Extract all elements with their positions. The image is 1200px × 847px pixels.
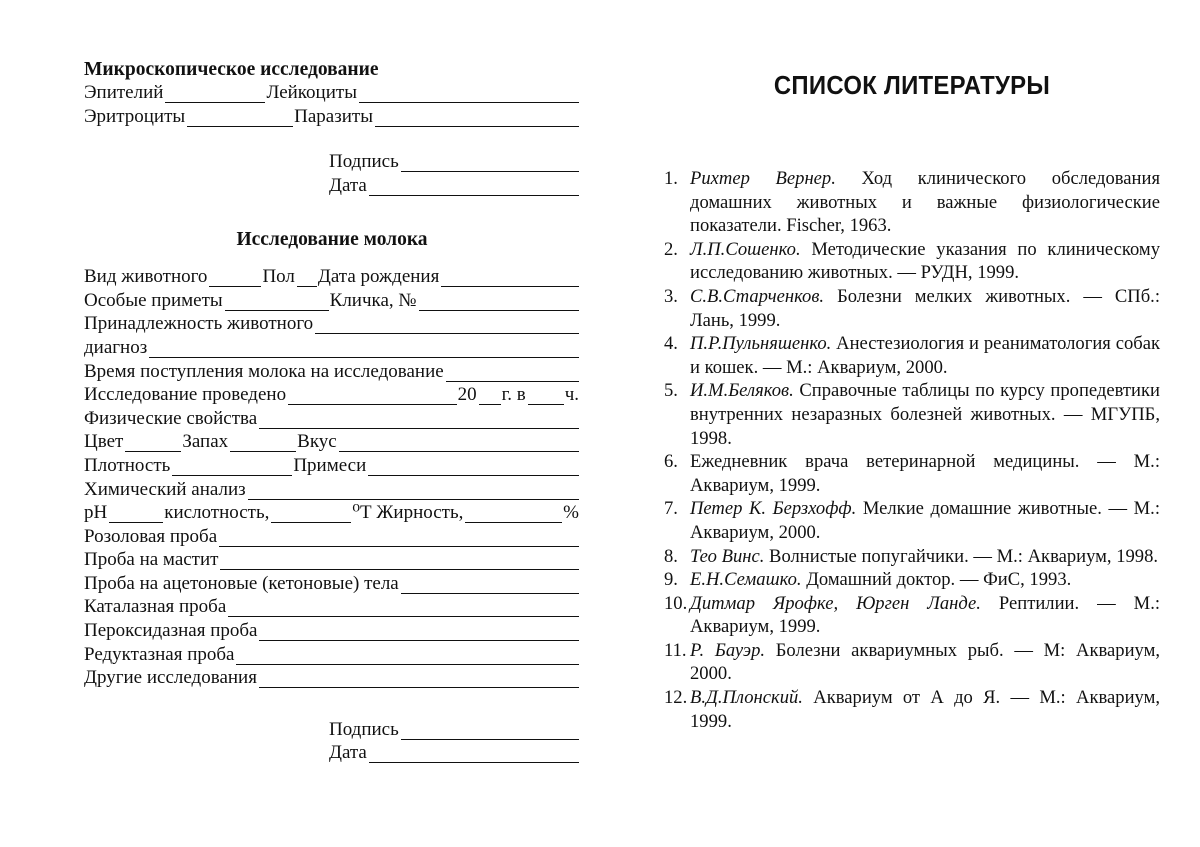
form-line: [84, 80, 580, 104]
field-label: Примеси: [293, 454, 367, 476]
spacer: [84, 127, 580, 149]
reference-text: Домашний доктор. — ФиС, 1993.: [801, 569, 1072, 591]
form-line: [84, 452, 580, 476]
reference-author: Р. Бауэр.: [690, 639, 766, 661]
signature-line: [84, 149, 580, 173]
signature-blank[interactable]: [401, 722, 579, 740]
field-label: Вкус: [297, 431, 337, 453]
field-label: Лейкоциты: [266, 82, 357, 104]
reference-item: [664, 568, 1160, 592]
reference-item: [664, 592, 1160, 639]
reference-author: Е.Н.Семашко.: [690, 569, 802, 591]
reference-author: С.В.Старченков.: [690, 285, 825, 307]
field-blank[interactable]: [528, 387, 564, 405]
milk-heading: Исследование молока: [236, 228, 428, 250]
field-label: Плотность: [84, 454, 171, 476]
field-blank[interactable]: [359, 85, 579, 103]
reference-number: 5.: [664, 380, 678, 402]
field-label: Паразиты: [294, 105, 373, 127]
field-label: Проба на мастит: [84, 549, 219, 571]
reference-number: 2.: [664, 238, 678, 260]
field-blank[interactable]: [446, 364, 579, 382]
signature-blank[interactable]: [401, 154, 579, 172]
form-line: [84, 547, 580, 571]
field-label: Каталазная проба: [84, 596, 227, 618]
field-label: г. в: [501, 384, 526, 406]
form-line: [84, 334, 580, 358]
signature-label: Подпись: [329, 718, 399, 740]
reference-text: Ход клинического обследования домашних животных и важные физиологические показатели. Fischer, 1963.: [690, 168, 1160, 237]
field-blank[interactable]: [315, 316, 579, 334]
field-label: Время поступления молока на исследование: [84, 360, 444, 382]
reference-text: Аквариум от А до Я. — М.: Аквариум, 1999.: [690, 687, 1160, 732]
field-blank[interactable]: [368, 458, 579, 476]
reference-author: Тео Винс.: [690, 545, 765, 567]
reference-number: 4.: [664, 333, 678, 355]
reference-item: [664, 497, 1160, 544]
reference-author: П.Р.Пульняшенко.: [690, 333, 832, 355]
field-label: Запах: [182, 431, 229, 453]
field-label: %: [563, 502, 579, 524]
signature-label: Подпись: [329, 151, 399, 173]
date-blank[interactable]: [369, 178, 579, 196]
field-blank[interactable]: [125, 434, 181, 452]
date-blank[interactable]: [369, 745, 579, 763]
reference-item: [664, 450, 1160, 497]
form-line: [84, 405, 580, 429]
form-line: [84, 500, 580, 524]
form-line: [84, 476, 580, 500]
reference-author: Л.П.Сошенко.: [690, 238, 801, 260]
reference-item: [664, 238, 1160, 285]
field-label: ч.: [564, 384, 579, 406]
form-line: [84, 570, 580, 594]
date-label: Дата: [329, 174, 367, 196]
reference-author: Петер К. Берзхофф.: [690, 498, 857, 520]
field-label: Эпителий: [84, 82, 164, 104]
field-label: Розоловая проба: [84, 525, 218, 547]
field-label: Дата рождения: [317, 266, 440, 288]
field-blank[interactable]: [236, 647, 579, 665]
field-label: Кличка, №: [329, 289, 417, 311]
form-line: [84, 523, 580, 547]
field-blank[interactable]: [339, 434, 579, 452]
spacer: [84, 688, 580, 716]
field-blank[interactable]: [288, 387, 456, 405]
field-blank[interactable]: [172, 458, 292, 476]
field-blank[interactable]: [165, 85, 265, 103]
field-label: pH: [84, 502, 108, 524]
reference-number: 9.: [664, 569, 678, 591]
field-blank[interactable]: [209, 269, 261, 287]
field-blank[interactable]: [419, 293, 579, 311]
references-list: [664, 167, 1160, 733]
field-blank[interactable]: [401, 576, 579, 594]
reference-author: И.М.Беляков.: [690, 380, 794, 402]
form-line: [84, 358, 580, 382]
field-label: Редуктазная проба: [84, 643, 235, 665]
reference-item: [664, 167, 1160, 238]
reference-number: 7.: [664, 498, 678, 520]
field-label: Другие исследования: [84, 667, 257, 689]
field-label: Химический анализ: [84, 478, 246, 500]
field-blank[interactable]: [220, 552, 579, 570]
field-blank[interactable]: [271, 505, 351, 523]
field-label: Эритроциты: [84, 105, 186, 127]
reference-number: 12.: [664, 687, 688, 709]
reference-text: Ежедневник врача ветеринарной медицины. — М.: Аквариум, 1999.: [690, 451, 1160, 496]
reference-number: 3.: [664, 285, 678, 307]
field-label: Вид животного: [84, 266, 208, 288]
reference-item: [664, 545, 1160, 569]
field-blank[interactable]: [441, 269, 579, 287]
reference-number: 1.: [664, 168, 678, 189]
field-label: Особые приметы: [84, 289, 223, 311]
reference-item: [664, 686, 1160, 733]
reference-item: [664, 332, 1160, 379]
reference-text: Мелкие домашние животные. — М.: Аквариум, 2000.: [690, 498, 1160, 543]
field-blank[interactable]: [228, 599, 579, 617]
form-line: [84, 617, 580, 641]
field-label: диагноз: [84, 336, 148, 358]
spacer: [84, 196, 580, 226]
field-blank[interactable]: [149, 340, 579, 358]
field-blank[interactable]: [219, 529, 579, 547]
reference-number: 11.: [664, 639, 687, 661]
form-line: [84, 429, 580, 453]
field-label: кислотность,: [164, 502, 270, 524]
field-blank[interactable]: [259, 623, 579, 641]
right-page: [664, 70, 1160, 733]
field-blank[interactable]: [297, 269, 317, 287]
field-label: Пол: [262, 266, 295, 288]
reference-text: Справочные таблицы по курсу пропедевтики внутренних незаразных болезней животных. — МГУПБ, 1998.: [690, 380, 1160, 449]
field-blank[interactable]: [259, 670, 579, 688]
reference-number: 6.: [664, 451, 678, 473]
field-label: Пероксидазная проба: [84, 620, 258, 642]
reference-author: Рихтер Вернер.: [690, 168, 836, 189]
reference-text: Болезни мелких животных. — СПб.: Лань, 1999.: [690, 285, 1160, 331]
field-blank[interactable]: [109, 505, 163, 523]
reference-number: 8.: [664, 545, 678, 567]
form-line: [84, 665, 580, 689]
field-blank[interactable]: [225, 293, 329, 311]
field-blank[interactable]: [375, 109, 579, 127]
field-blank[interactable]: [187, 109, 293, 127]
field-label: Физические свойства: [84, 407, 258, 429]
form-line: [84, 287, 580, 311]
field-label: Проба на ацетоновые (кетоновые) тела: [84, 572, 399, 594]
reference-text: Методические указания по клиническому исследованию животных. — РУДН, 1999.: [690, 238, 1160, 284]
form-line: [84, 382, 580, 406]
spacer: [84, 250, 580, 264]
reference-item: [664, 379, 1160, 450]
form-line: [84, 103, 580, 127]
reference-item: [664, 285, 1160, 332]
field-blank[interactable]: [248, 482, 579, 500]
reference-item: [664, 639, 1160, 686]
signature-line: [84, 716, 580, 740]
field-label: Исследование проведено: [84, 384, 287, 406]
date-label: Дата: [329, 742, 367, 764]
references-title: СПИСОК ЛИТЕРАТУРЫ: [773, 70, 1051, 100]
reference-author: Дитмар Ярофке, Юрген Ланде.: [690, 592, 981, 614]
field-label: ⁰Т Жирность,: [352, 502, 464, 524]
field-blank[interactable]: [259, 411, 579, 429]
form-line: [84, 311, 580, 335]
form-line: [84, 594, 580, 618]
reference-text: Волнистые попугайчики. — М.: Аквариум, 1998.: [764, 545, 1159, 567]
field-blank[interactable]: [465, 505, 562, 523]
field-blank[interactable]: [479, 387, 501, 405]
field-label: Цвет: [84, 431, 124, 453]
reference-text: Рептилии. — М.: Аквариум, 1999.: [690, 592, 1161, 638]
date-line: [84, 740, 580, 764]
form-line: [84, 641, 580, 665]
reference-text: Болезни аквариумных рыб. — М: Аквариум, 2000.: [690, 639, 1161, 685]
date-line: [84, 172, 580, 196]
field-label: Принадлежность животного: [84, 313, 314, 335]
left-page: [84, 56, 580, 763]
field-label: 20: [457, 384, 477, 406]
form-line: [84, 264, 580, 288]
reference-text: Анестезиология и реаниматология собак и кошек. — М.: Аквариум, 2000.: [690, 333, 1160, 378]
field-blank[interactable]: [230, 434, 296, 452]
reference-author: В.Д.Плонский.: [690, 687, 803, 709]
reference-number: 10.: [664, 592, 688, 614]
micro-heading: Микроскопическое исследование: [84, 58, 379, 80]
